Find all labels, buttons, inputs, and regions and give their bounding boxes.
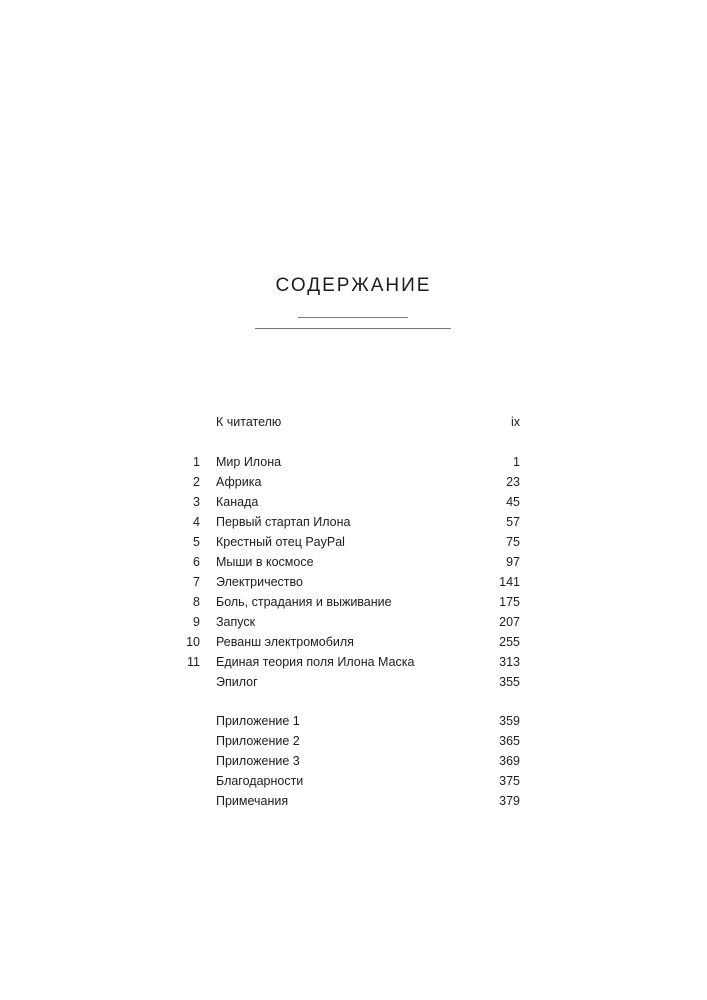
toc-entry-chapter[interactable] (0, 612, 707, 632)
toc-entry-chapter[interactable] (0, 592, 707, 612)
toc-entry-page: 175 (499, 595, 520, 609)
toc-entry-chapter[interactable] (0, 472, 707, 492)
toc-entry-page: 375 (499, 774, 520, 788)
toc-entry-page: 207 (499, 615, 520, 629)
toc-entry-label: Приложение 1 (216, 714, 300, 728)
toc-entry-label: Реванш электромобиля (216, 635, 354, 649)
toc-entry-page: 141 (499, 575, 520, 589)
toc-entry-back[interactable] (0, 771, 707, 791)
toc-entry-number: 9 (193, 615, 200, 629)
toc-entry-page: 359 (499, 714, 520, 728)
toc-entry-label: Мыши в космосе (216, 555, 314, 569)
toc-entry-chapter[interactable] (0, 672, 707, 692)
toc-entry-label: Эпилог (216, 675, 258, 689)
toc-entry-chapter[interactable] (0, 452, 707, 472)
toc-entry-back[interactable] (0, 731, 707, 751)
toc-entry-number: 3 (193, 495, 200, 509)
toc-entry-number: 1 (193, 455, 200, 469)
toc-entry-number: 11 (187, 655, 200, 669)
toc-entry-page: 365 (499, 734, 520, 748)
toc-entry-label: Благодарности (216, 774, 304, 788)
toc-entry-number: 2 (193, 475, 200, 489)
toc-entry-label: Единая теория поля Илона Маска (216, 655, 415, 669)
title-rule-short (298, 317, 408, 318)
toc-entry-label: Крестный отец PayPal (216, 535, 345, 549)
page-title: СОДЕРЖАНИЕ (275, 275, 432, 296)
toc-entry-number: 6 (193, 555, 200, 569)
toc-entry-page: 75 (506, 535, 520, 549)
toc-entry-page: 45 (506, 495, 520, 509)
toc-entry-label: К читателю (216, 415, 282, 429)
toc-entry-label: Первый стартап Илона (216, 515, 351, 529)
toc-entry-label: Боль, страдания и выживание (216, 595, 392, 609)
toc-entry-label: Примечания (216, 794, 289, 808)
toc-entry-page: 379 (499, 794, 520, 808)
toc-entry-chapter[interactable] (0, 532, 707, 552)
toc-entry-number: 4 (193, 515, 200, 529)
toc-entry-number: 8 (193, 595, 200, 609)
toc-entry-label: Электричество (216, 575, 303, 589)
toc-entry-label: Канада (216, 495, 259, 509)
toc-entry-chapter[interactable] (0, 572, 707, 592)
toc-entry-number: 5 (193, 535, 200, 549)
toc-entry-page: 57 (506, 515, 520, 529)
toc-entry-label: Африка (216, 475, 262, 489)
toc-entry-page: 97 (506, 555, 520, 569)
toc-entry-chapter[interactable] (0, 512, 707, 532)
toc-entry-label: Приложение 3 (216, 754, 300, 768)
toc-entry-number: 7 (193, 575, 200, 589)
toc-entry-back[interactable] (0, 711, 707, 731)
toc-entry-label: Мир Илона (216, 455, 282, 469)
toc-entry-number: 10 (186, 635, 200, 649)
toc-entry-front[interactable] (0, 412, 707, 432)
toc-entry-label: Приложение 2 (216, 734, 300, 748)
toc-entry-page: 23 (506, 475, 520, 489)
toc-entry-chapter[interactable] (0, 632, 707, 652)
toc-entry-page: 313 (499, 655, 520, 669)
toc-entry-page: ix (510, 415, 520, 429)
toc-entry-chapter[interactable] (0, 552, 707, 572)
title-rule-long (255, 328, 451, 329)
toc-entry-page: 255 (499, 635, 520, 649)
toc-entry-page: 1 (513, 455, 520, 469)
toc-entry-page: 369 (499, 754, 520, 768)
toc-entry-back[interactable] (0, 751, 707, 771)
toc-entry-back[interactable] (0, 791, 707, 811)
toc-entry-page: 355 (499, 675, 520, 689)
toc-entry-label: Запуск (216, 615, 256, 629)
toc-entry-chapter[interactable] (0, 652, 707, 672)
toc-entry-chapter[interactable] (0, 492, 707, 512)
